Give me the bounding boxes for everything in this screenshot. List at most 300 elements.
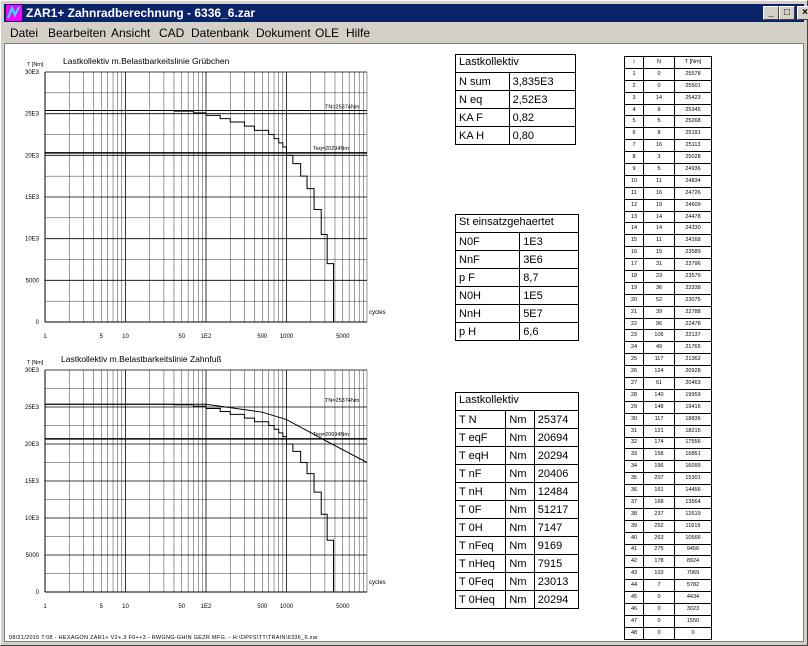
table-cell: 24168 bbox=[675, 235, 712, 247]
table-cell: 5782 bbox=[675, 580, 712, 592]
table-cell: 8924 bbox=[675, 556, 712, 568]
table-cell: 49 bbox=[644, 342, 675, 354]
table-row bbox=[625, 449, 712, 461]
table-cell: 24478 bbox=[675, 211, 712, 223]
table-cell: 275 bbox=[644, 544, 675, 556]
table-row bbox=[625, 615, 712, 627]
table-row bbox=[456, 465, 579, 483]
table-load-torques bbox=[455, 410, 579, 609]
app-icon bbox=[6, 5, 22, 21]
table-cell: 252 bbox=[644, 520, 675, 532]
table-row bbox=[456, 251, 579, 269]
table-row bbox=[456, 591, 579, 609]
y-tick-label: 15E3 bbox=[24, 195, 39, 201]
table-cell: 196 bbox=[644, 461, 675, 473]
table-cell: 7915 bbox=[534, 555, 578, 573]
table-cell: 39 bbox=[625, 520, 644, 532]
table-cell: 25345 bbox=[675, 104, 712, 116]
chart2-title: Lastkollektiv m.Belastbarkeitslinie Zahnfuß bbox=[61, 354, 222, 364]
table-cell: 19 bbox=[625, 282, 644, 294]
table-cell: 14 bbox=[625, 223, 644, 235]
table-load-summary bbox=[455, 72, 576, 145]
table-cell: 15301 bbox=[675, 473, 712, 485]
table-cell: 26 bbox=[625, 366, 644, 378]
table-row bbox=[456, 519, 579, 537]
title-bar[interactable] bbox=[4, 4, 808, 22]
minimize-button[interactable]: _ bbox=[763, 6, 779, 20]
window-title: ZAR1+ Zahnradberechnung - 6336_6.zar bbox=[26, 6, 256, 20]
y-tick-label: 0 bbox=[35, 590, 39, 596]
table-cell: 25 bbox=[625, 354, 644, 366]
table-cell: 7069 bbox=[675, 568, 712, 580]
table-cell: Nm bbox=[506, 573, 534, 591]
table-cell: 41 bbox=[625, 544, 644, 556]
x-tick-label: 5 bbox=[99, 604, 103, 610]
table-row bbox=[625, 187, 712, 199]
table-row bbox=[625, 413, 712, 425]
table-cell: 1550 bbox=[675, 615, 712, 627]
table-cell: 46 bbox=[625, 603, 644, 615]
table-row bbox=[625, 271, 712, 283]
table-cell: 5 bbox=[625, 116, 644, 128]
x-axis-label: cycles bbox=[369, 580, 386, 586]
table-cell: 42 bbox=[625, 556, 644, 568]
table-cell: 35 bbox=[625, 473, 644, 485]
table-cell: 96 bbox=[644, 318, 675, 330]
table-cell: 17 bbox=[625, 259, 644, 271]
table-row bbox=[625, 556, 712, 568]
annotation-tn: TN=25374Nm bbox=[325, 398, 360, 405]
table-cell: 20463 bbox=[675, 378, 712, 390]
table-cell: 15 bbox=[625, 235, 644, 247]
x-axis-label: cycles bbox=[369, 310, 386, 316]
table-header-row bbox=[625, 57, 712, 69]
table-cell: Nm bbox=[506, 555, 534, 573]
table-row bbox=[625, 282, 712, 294]
annotation-teq: Teq=20694Nm bbox=[313, 431, 349, 438]
y-tick-label: 5000 bbox=[25, 278, 39, 285]
table2-header: St einsatzgehaertet bbox=[455, 214, 579, 233]
table-cell: 12619 bbox=[675, 508, 712, 520]
table-cell: 29 bbox=[625, 401, 644, 413]
table-cell: 8 bbox=[644, 104, 675, 116]
table-row bbox=[625, 318, 712, 330]
table-row bbox=[625, 520, 712, 532]
table-cell: 25501 bbox=[675, 80, 712, 92]
table-cell: 25578 bbox=[675, 68, 712, 80]
table-cell: 16 bbox=[644, 187, 675, 199]
maximize-button[interactable]: □ bbox=[779, 6, 795, 20]
y-tick-label: 30E3 bbox=[24, 368, 39, 374]
table-cell: 168 bbox=[644, 496, 675, 508]
table-cell: 117 bbox=[644, 413, 675, 425]
menu-ole[interactable]: OLE bbox=[315, 26, 340, 40]
load-spectrum-series bbox=[45, 404, 333, 592]
table-row bbox=[456, 287, 579, 305]
x-tick-label: 50 bbox=[178, 334, 186, 340]
table-row bbox=[625, 140, 712, 152]
table-cell: N0H bbox=[456, 287, 520, 305]
table-cell: 3023 bbox=[675, 603, 712, 615]
close-button[interactable]: × bbox=[797, 6, 808, 20]
table-cell: Nm bbox=[506, 591, 534, 609]
table-row bbox=[456, 233, 579, 251]
x-tick-label: 5000 bbox=[336, 604, 350, 610]
table-cell: 6 bbox=[625, 128, 644, 140]
column-header: N bbox=[644, 57, 675, 69]
table-cell: 16851 bbox=[675, 449, 712, 461]
table-cell: 20694 bbox=[534, 429, 578, 447]
table-cell: T eqF bbox=[456, 429, 506, 447]
y-axis-label: T [Nm] bbox=[27, 360, 44, 366]
table-row bbox=[456, 429, 579, 447]
table-cell: 20294 bbox=[534, 591, 578, 609]
table-row bbox=[625, 401, 712, 413]
menu-dokument[interactable]: Dokument bbox=[256, 26, 311, 40]
table-cell: 8,7 bbox=[520, 269, 579, 287]
table-cell: 39 bbox=[644, 306, 675, 318]
table-cell: 23 bbox=[625, 330, 644, 342]
table-row bbox=[625, 532, 712, 544]
table-cell: 32 bbox=[625, 437, 644, 449]
table-cell: KA H bbox=[456, 127, 510, 145]
table-cell: 19 bbox=[644, 199, 675, 211]
table-row bbox=[456, 91, 576, 109]
menu-bearbeiten[interactable]: Bearbeiten bbox=[48, 26, 107, 40]
table-cell: 23075 bbox=[675, 294, 712, 306]
table-cell: 31 bbox=[625, 425, 644, 437]
table-cell: 36 bbox=[625, 485, 644, 497]
table-cell: 24609 bbox=[675, 199, 712, 211]
table-cell: 1E5 bbox=[520, 287, 579, 305]
table-cell: 121 bbox=[644, 425, 675, 437]
table-row bbox=[625, 592, 712, 604]
table-material bbox=[455, 232, 579, 341]
y-tick-label: 20E3 bbox=[24, 153, 39, 160]
table-cell: 20406 bbox=[534, 465, 578, 483]
table-row bbox=[625, 496, 712, 508]
table-cell: 7 bbox=[625, 140, 644, 152]
x-tick-label: 1000 bbox=[279, 334, 294, 340]
table-cell: 52 bbox=[644, 294, 675, 306]
table-cell: 0 bbox=[644, 592, 675, 604]
x-tick-label: 10 bbox=[122, 604, 129, 610]
table-cell: 0,80 bbox=[509, 127, 575, 145]
table-cell: NnH bbox=[456, 305, 520, 323]
menu-datei[interactable]: Datei bbox=[10, 26, 39, 40]
table-cell: 0 bbox=[644, 68, 675, 80]
table-row bbox=[625, 306, 712, 318]
table-cell: 20294 bbox=[534, 447, 578, 465]
table-cell: 11619 bbox=[675, 520, 712, 532]
table-row bbox=[456, 555, 579, 573]
table-cell: 148 bbox=[644, 401, 675, 413]
table-cell: T nHeq bbox=[456, 555, 506, 573]
table-cell: 22137 bbox=[675, 330, 712, 342]
table-cell: 21 bbox=[625, 306, 644, 318]
y-tick-label: 15E3 bbox=[24, 479, 39, 485]
table-cell: 23013 bbox=[534, 573, 578, 591]
y-tick-label: 25E3 bbox=[24, 405, 39, 411]
table-cell: 0,82 bbox=[509, 109, 575, 127]
x-tick-label: 1000 bbox=[279, 604, 294, 610]
table-cell: 16 bbox=[644, 140, 675, 152]
table-cell: 23 bbox=[644, 271, 675, 283]
table-cell: 12 bbox=[625, 199, 644, 211]
table-cell: 22 bbox=[625, 318, 644, 330]
y-tick-label: 10E3 bbox=[24, 516, 39, 522]
table-cell: T 0Heq bbox=[456, 591, 506, 609]
table-cell: 10 bbox=[625, 175, 644, 187]
table-cell: 11 bbox=[644, 175, 675, 187]
table-row bbox=[625, 235, 712, 247]
table-row bbox=[625, 580, 712, 592]
table-cell: 263 bbox=[644, 532, 675, 544]
table-cell: 24330 bbox=[675, 223, 712, 235]
table-cell: 8 bbox=[644, 128, 675, 140]
table-row bbox=[625, 247, 712, 259]
menu-cad[interactable]: CAD bbox=[159, 26, 185, 40]
table-cell: 14 bbox=[644, 223, 675, 235]
table-cell: 103 bbox=[644, 568, 675, 580]
table-cell: T nFeq bbox=[456, 537, 506, 555]
table-row bbox=[625, 627, 712, 639]
table-cell: 7 bbox=[644, 580, 675, 592]
table3-header: Lastkollektiv bbox=[455, 392, 579, 411]
table-cell: 20928 bbox=[675, 366, 712, 378]
table-cell: 22788 bbox=[675, 306, 712, 318]
table-row bbox=[625, 223, 712, 235]
table-cell: Nm bbox=[506, 537, 534, 555]
table-cell: 61 bbox=[644, 378, 675, 390]
table-cell: 9 bbox=[625, 164, 644, 176]
load-spectrum-series bbox=[45, 111, 333, 322]
annotation-teq: Teq=20294Nm bbox=[313, 145, 349, 152]
table-cell: 1E3 bbox=[520, 233, 579, 251]
table-cell: 0 bbox=[644, 627, 675, 639]
table-row bbox=[456, 501, 579, 519]
table-row bbox=[456, 109, 576, 127]
table-cell: KA F bbox=[456, 109, 510, 127]
table-cell: T 0Feq bbox=[456, 573, 506, 591]
table-cell: 21765 bbox=[675, 342, 712, 354]
table-cell: 5 bbox=[644, 164, 675, 176]
table-row bbox=[625, 354, 712, 366]
table-row bbox=[625, 342, 712, 354]
x-tick-label: 5000 bbox=[336, 334, 350, 340]
table-row bbox=[625, 92, 712, 104]
table-cell: 25191 bbox=[675, 128, 712, 140]
table-cell: 25423 bbox=[675, 92, 712, 104]
table-cell: p F bbox=[456, 269, 520, 287]
table-cell: 48 bbox=[625, 627, 644, 639]
table-cell: 140 bbox=[644, 389, 675, 401]
table-row bbox=[625, 378, 712, 390]
table-row bbox=[625, 508, 712, 520]
table-row bbox=[456, 127, 576, 145]
table-row bbox=[625, 544, 712, 556]
table-cell: Nm bbox=[506, 465, 534, 483]
table-cell: 36 bbox=[644, 282, 675, 294]
table-row bbox=[456, 323, 579, 341]
x-tick-label: 1E2 bbox=[200, 604, 212, 610]
table-cell: 21362 bbox=[675, 354, 712, 366]
table-row bbox=[625, 366, 712, 378]
table-cell: 174 bbox=[644, 437, 675, 449]
table-cell: 124 bbox=[644, 366, 675, 378]
table-cell: 40 bbox=[625, 532, 644, 544]
table-row bbox=[456, 269, 579, 287]
menu-hilfe[interactable]: Hilfe bbox=[346, 26, 371, 40]
table-cell: Nm bbox=[506, 411, 534, 429]
table-cell: 19416 bbox=[675, 401, 712, 413]
table-cell: 11 bbox=[644, 235, 675, 247]
table-cell: T 0F bbox=[456, 501, 506, 519]
table-row bbox=[625, 116, 712, 128]
table-cell: Nm bbox=[506, 447, 534, 465]
table-cell: 3,835E3 bbox=[509, 73, 575, 91]
table-cell: T eqH bbox=[456, 447, 506, 465]
table-row bbox=[625, 603, 712, 615]
table-cell: 1 bbox=[625, 68, 644, 80]
table-row bbox=[625, 485, 712, 497]
table-cell: 14 bbox=[644, 211, 675, 223]
table-cell: 4 bbox=[625, 104, 644, 116]
table-row bbox=[625, 128, 712, 140]
table-cell: 22478 bbox=[675, 318, 712, 330]
annotation-tn: TN=25374Nm bbox=[325, 104, 360, 111]
table-cell: 47 bbox=[625, 615, 644, 627]
table-row bbox=[625, 425, 712, 437]
table-row bbox=[625, 199, 712, 211]
y-tick-label: 20E3 bbox=[24, 442, 39, 448]
table-cell: 14456 bbox=[675, 485, 712, 497]
table-row bbox=[456, 573, 579, 591]
table-row bbox=[625, 568, 712, 580]
chart-tooth-root bbox=[5, 356, 405, 626]
x-tick-label: 5 bbox=[99, 334, 103, 340]
table-cell: 2,52E3 bbox=[509, 91, 575, 109]
table-cell: 24936 bbox=[675, 164, 712, 176]
table-cell: 4434 bbox=[675, 592, 712, 604]
table-cell: 13 bbox=[625, 211, 644, 223]
table-cell: 45 bbox=[625, 592, 644, 604]
table-cell: 10566 bbox=[675, 532, 712, 544]
table-cell: 34 bbox=[625, 461, 644, 473]
table-cell: 161 bbox=[644, 485, 675, 497]
table-cell: 9456 bbox=[675, 544, 712, 556]
x-tick-label: 1 bbox=[43, 334, 47, 340]
table-cell: 12484 bbox=[534, 483, 578, 501]
y-tick-label: 0 bbox=[35, 320, 39, 326]
table-cell: N sum bbox=[456, 73, 510, 91]
table-cell: 31 bbox=[644, 259, 675, 271]
x-tick-label: 500 bbox=[257, 604, 268, 610]
table-cell: 24 bbox=[625, 342, 644, 354]
table-cell: 8 bbox=[625, 152, 644, 164]
table-row bbox=[625, 389, 712, 401]
table-cell: 23796 bbox=[675, 259, 712, 271]
table-row bbox=[625, 211, 712, 223]
document-area bbox=[4, 43, 804, 642]
table-cell: 17556 bbox=[675, 437, 712, 449]
table-cell: T nH bbox=[456, 483, 506, 501]
table-cell: 25028 bbox=[675, 152, 712, 164]
table-row bbox=[625, 437, 712, 449]
table-cell: 18836 bbox=[675, 413, 712, 425]
chart-pitting bbox=[5, 58, 405, 348]
table-cell: 14 bbox=[644, 92, 675, 104]
table-cell: 3 bbox=[625, 92, 644, 104]
x-tick-label: 50 bbox=[178, 604, 186, 610]
menu-ansicht[interactable]: Ansicht bbox=[111, 26, 151, 40]
table-row bbox=[625, 104, 712, 116]
table-row bbox=[456, 483, 579, 501]
table-cell: 23589 bbox=[675, 247, 712, 259]
y-tick-label: 25E3 bbox=[24, 111, 39, 118]
table-cell: 7147 bbox=[534, 519, 578, 537]
table-cell: p H bbox=[456, 323, 520, 341]
table-cell: 3 bbox=[644, 152, 675, 164]
table-cell: Nm bbox=[506, 501, 534, 519]
table-cell: 43 bbox=[625, 568, 644, 580]
table-cell: 20 bbox=[625, 294, 644, 306]
table-cell: 9169 bbox=[534, 537, 578, 555]
table-cell: 5 bbox=[644, 116, 675, 128]
table-cell: 23579 bbox=[675, 271, 712, 283]
chart1-title: Lastkollektiv m.Belastbarkeitslinie Grübchen bbox=[63, 56, 230, 66]
table-row bbox=[625, 473, 712, 485]
table-cell: Nm bbox=[506, 429, 534, 447]
table-cell: 0 bbox=[644, 615, 675, 627]
table-cell: Nm bbox=[506, 519, 534, 537]
table-row bbox=[456, 73, 576, 91]
table-cell: 158 bbox=[644, 449, 675, 461]
table-cell: 15 bbox=[644, 247, 675, 259]
table-cell: 27 bbox=[625, 378, 644, 390]
table-cell: Nm bbox=[506, 483, 534, 501]
table-cell: N eq bbox=[456, 91, 510, 109]
table-cell: 0 bbox=[644, 603, 675, 615]
table-cell: 0 bbox=[675, 627, 712, 639]
table-cell: 25268 bbox=[675, 116, 712, 128]
table-cell: 16 bbox=[625, 247, 644, 259]
table-cell: 25374 bbox=[534, 411, 578, 429]
table-row bbox=[625, 259, 712, 271]
table-row bbox=[625, 68, 712, 80]
table-row bbox=[625, 175, 712, 187]
column-header: i bbox=[625, 57, 644, 69]
table-cell: 18215 bbox=[675, 425, 712, 437]
table-cell: N0F bbox=[456, 233, 520, 251]
x-tick-label: 10 bbox=[122, 334, 129, 340]
status-footer: 08/21/2015 T:08 - HEXAGON ZAR1+ V2+.3 F0++3 - RWGNG-GHIN GEZR MFG. - H:\OPFS\TT\TRAIN\6336_6.zar bbox=[9, 635, 319, 641]
table-cell: 28 bbox=[625, 389, 644, 401]
menu-datenbank[interactable]: Datenbank bbox=[191, 26, 250, 40]
table-cell: 207 bbox=[644, 473, 675, 485]
table-row bbox=[456, 411, 579, 429]
y-tick-label: 10E3 bbox=[24, 236, 39, 243]
table-cell: 6,6 bbox=[520, 323, 579, 341]
y-tick-label: 30E3 bbox=[24, 70, 39, 76]
table-cell: 25113 bbox=[675, 140, 712, 152]
table-cell: 44 bbox=[625, 580, 644, 592]
table-cell: NnF bbox=[456, 251, 520, 269]
table-row bbox=[625, 152, 712, 164]
y-axis-label: T [Nm] bbox=[27, 62, 44, 68]
table-cell: 13564 bbox=[675, 496, 712, 508]
table-row bbox=[456, 537, 579, 555]
